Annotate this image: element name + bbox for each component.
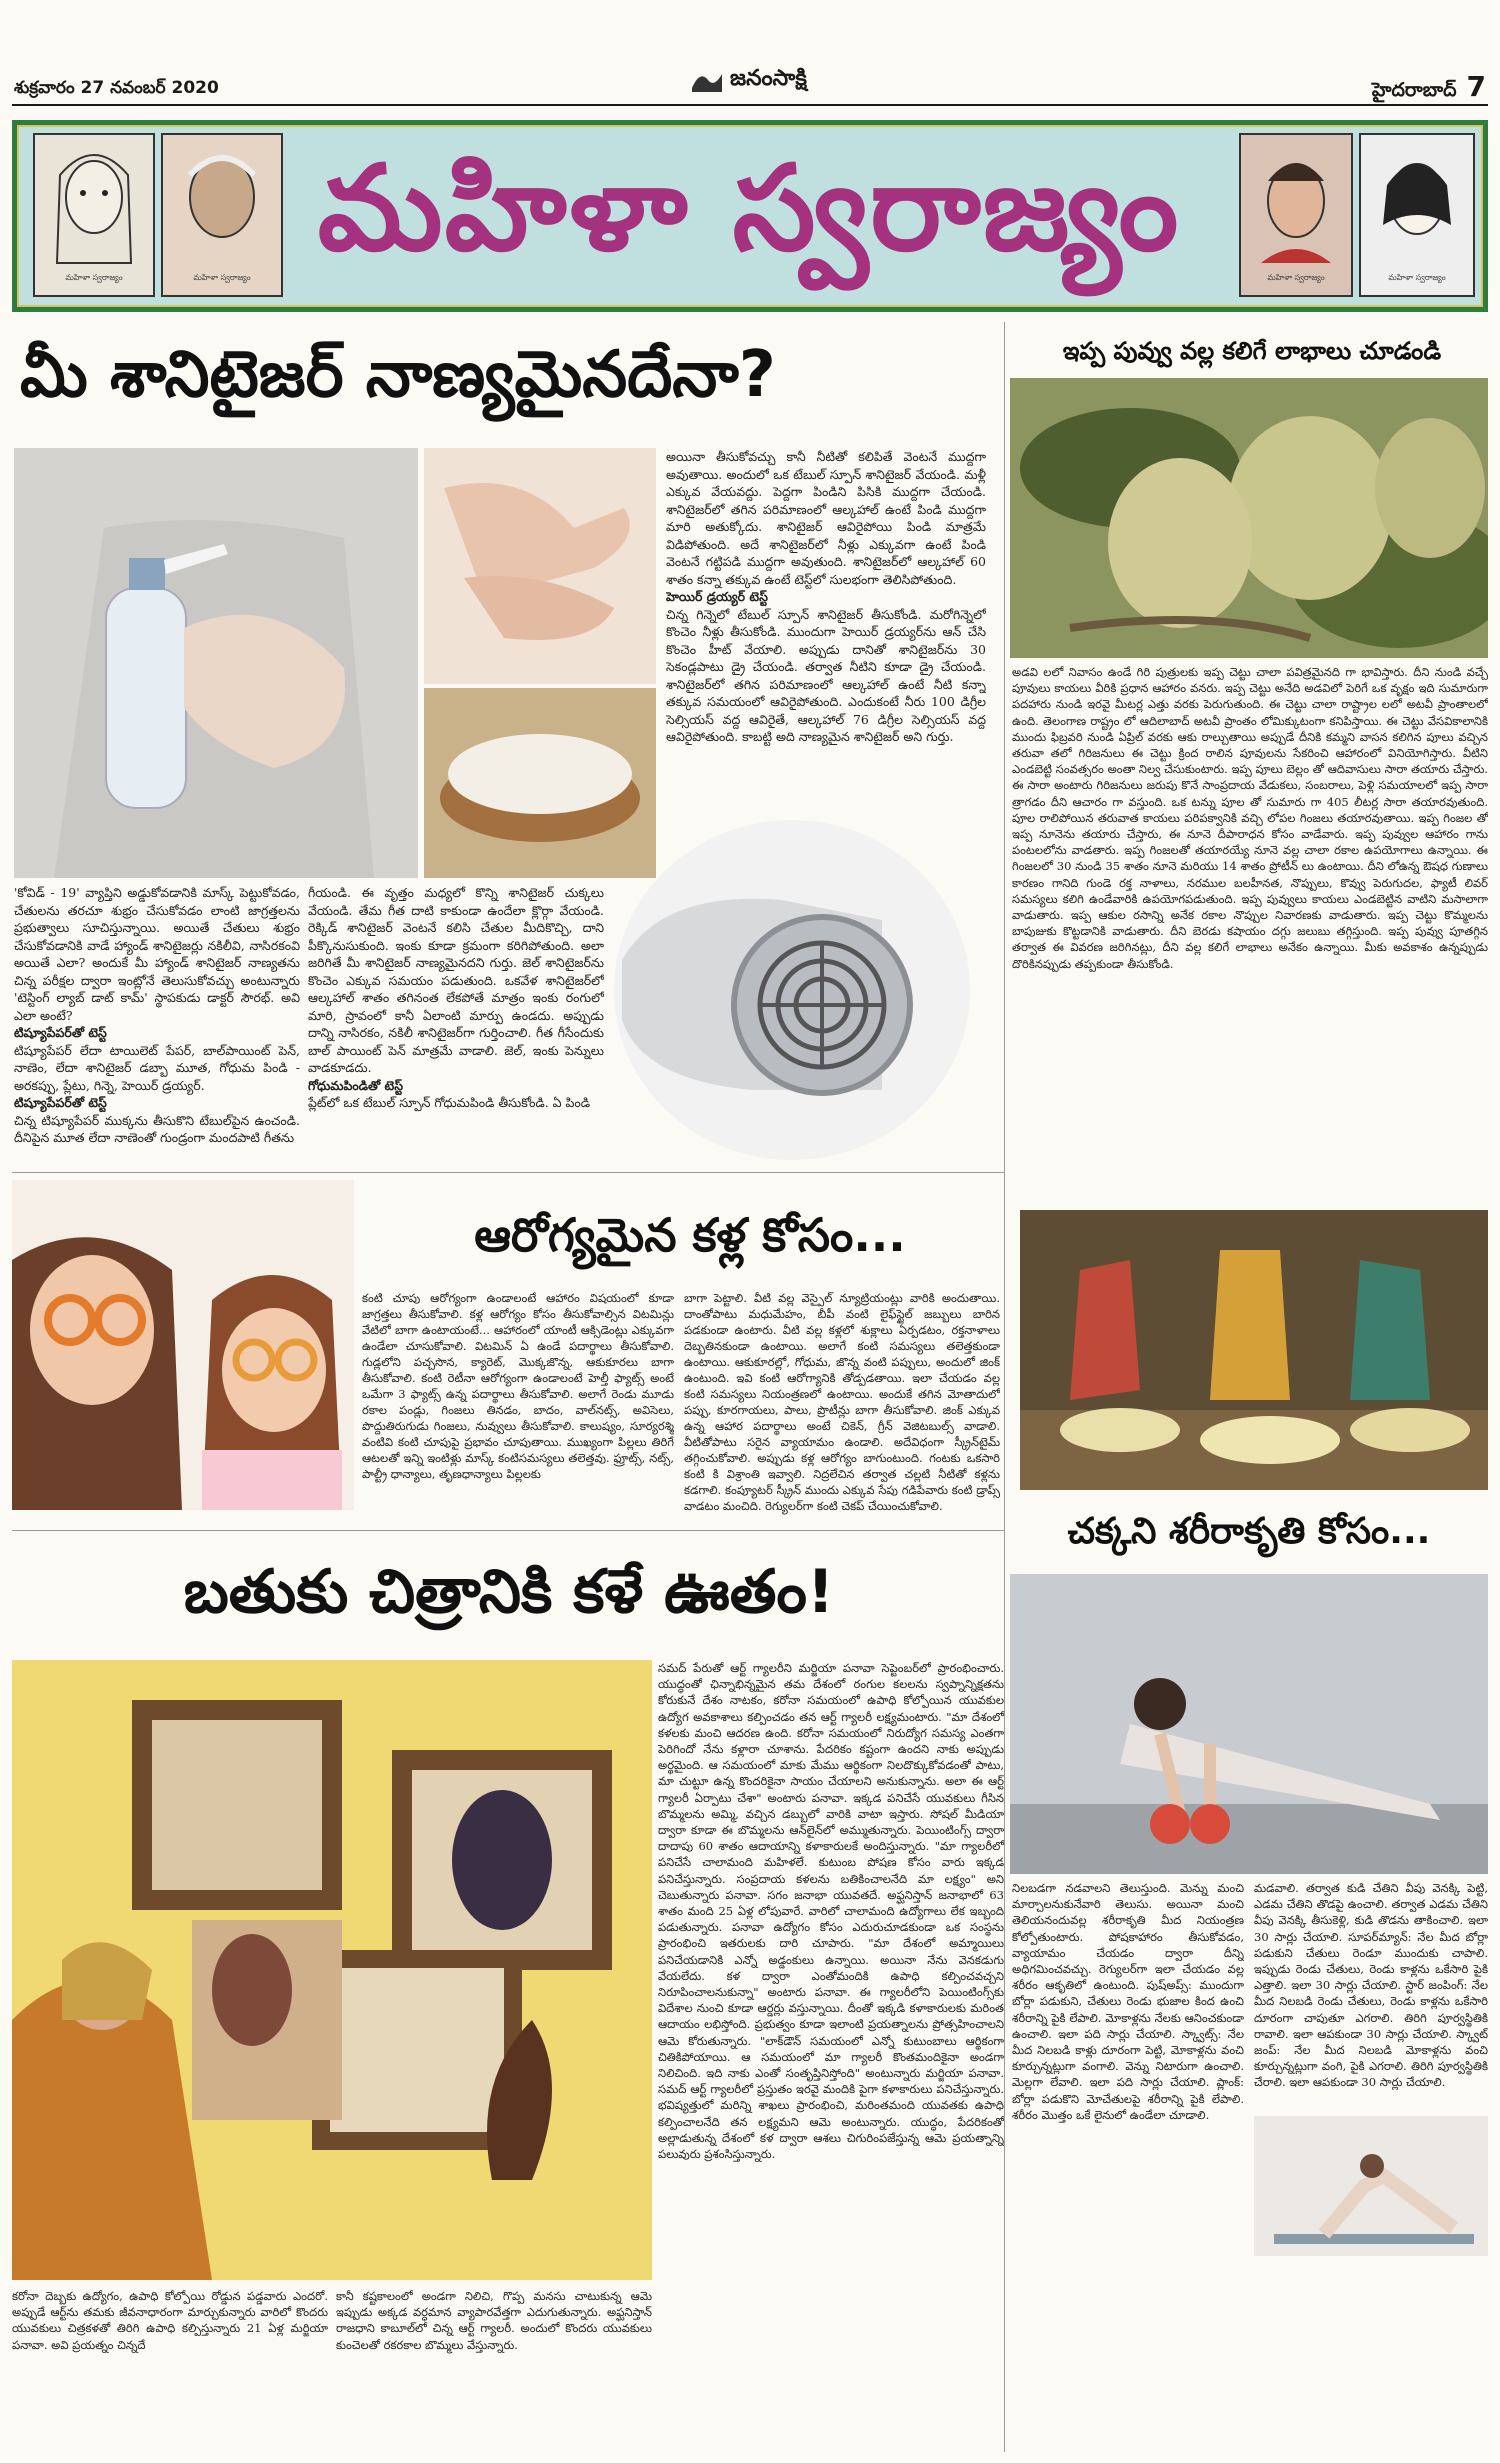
- spray-bottle-image: [14, 448, 418, 878]
- portrait-2: [161, 133, 283, 297]
- portrait-caption: మహిళా స్వరాజ్యం: [65, 273, 123, 282]
- portrait-sketch-icon: [1241, 135, 1351, 265]
- pushup-photo: [1010, 1574, 1488, 1874]
- sanitizer-subhead: టిష్యూపేపర్‌తో టెస్ట్: [14, 1095, 107, 1110]
- art-text: కానీ కష్టకాలంలో అండగా నిలిచి, గొప్ప మనసు చాటుకున్న ఆమె ఇప్పుడు అక్కడ వర్ధమాన వ్యాపారవేత్తగా ఎదుగుతున్నారు. అఫ్ఘనిస్తాన్ రాజధాని కాబూల్‌లో చిన్న ఆర్ట్ గ్యాలరీ. అందులో కొందరు యువకులు కుంచెలతో రకరకాల బొమ్మలు వేస్తున్నారు.: [336, 2289, 652, 2352]
- ippa-fruit-image: [1010, 378, 1488, 658]
- sanitizer-col1: [666, 448, 986, 878]
- kids-image: [12, 1180, 354, 1510]
- kids-glasses-photo: [12, 1180, 354, 1510]
- eyes-headline: ఆరోగ్యమైన కళ్ల కోసం...: [474, 1208, 906, 1262]
- yoga-photo: [1254, 2116, 1488, 2256]
- portrait-3: [1239, 133, 1353, 297]
- sanitizer-text: అయినా తీసుకోవచ్చు కానీ నీటితో కలిపితే వెంటనే ముద్దగా అవుతాయి. అందులో ఒక టేబుల్ స్పూన్ శానిటైజర్ వేయండి. మళ్లీ ఎక్కువ వేయవద్దు. పెద్దగా పిండిని పిసికి ముద్దగా చేయండి. శానిటైజర్‌లో తగిన పరిమాణంలో ఆల్కహాల్ ఉంటే పిండి ముద్దగా మారి అతుక్కోదు. శానిటైజర్ ఆవిరైపోయి పిండి మాత్రమే విడిపోతుంది. అదే శానిటైజర్‌లో నీళ్లు ఎక్కువగా ఉంటే పిండి వెంటనే గట్టిపడి ముద్దగా అవుతుంది. శానిటైజర్‌లో ఆల్కహాల్ 60 శాతం కన్నా తక్కువ ఉంటే టెస్ట్‌లో సులభంగా తెలిసిపోతుంది.: [666, 449, 986, 587]
- art-col3: [658, 1660, 1004, 2280]
- ippa-body: [1012, 664, 1488, 1194]
- portrait-sketch-icon: [35, 135, 153, 265]
- logo-text: జనంసాక్షి: [730, 66, 807, 91]
- portrait-caption: మహిళా స్వరాజ్యం: [1267, 273, 1325, 282]
- issue-date: శుక్రవారం 27 నవంబర్ 2020: [14, 78, 219, 98]
- fitness-col1: [1012, 1880, 1244, 2256]
- eyes-text: కంటి చూపు ఆరోగ్యంగా ఉండాలంటే ఆహారం విషయంలో కూడా జాగ్రత్తలు తీసుకోవాలి. కళ్ల ఆరోగ్యం కోసం తీసుకోవాల్సిన విటమిన్లు వేటిలో బాగా ఉంటాయంటే... ఆహారంలో యాంటీ ఆక్సిడెంట్లు ఎక్కువగా ఉండేలా చూసుకోవాలి. విటమిన్ ఏ ఉండే పదార్థాలు తీసుకోవాలి. గుడ్లలోని పచ్చసొన, క్యారెట్, మొక్కజొన్న, ఆకుకూరలు బాగా తీసుకోవాలి. కంటి రెటీనా ఆరోగ్యంగా ఉండాలంటే హెల్తీ ఫ్యాట్స్ అంటే ఒమేగా 3 ఫ్యాట్స్ ఉన్న పదార్థాలు తీసుకోవాలి. అలాగే రెండు మూడు రకాల పండ్లు, గింజలు తినడం, బాదం, వాల్‌నట్స్, అవిసెలు, పొద్దుతిరుగుడు గింజలు, నువ్వులు తీసుకోవాలి. కాలుష్యం, సూర్యరశ్మి వంటివి కంటి చూపుపై ప్రభావం చూపుతాయి. ముఖ్యంగా పిల్లలు తిరిగే ఆటలతో ఇన్ని ఇంటిళ్లు మాస్క్ కంటిసమస్యలు తలెత్తవు. ఫ్రూట్స్, నట్స్, పాల్ట్రీ ధాన్యాలు, తృణధాన్యాలు పిల్లలకు: [362, 1291, 674, 1481]
- fitness-headline: చక్కని శరీరాకృతి కోసం...: [1067, 1511, 1431, 1552]
- sanitizer-text: గీయండి. ఈ వృత్తం మధ్యలో కొన్ని శానిటైజర్ చుక్కలు వేయండి. తేమ గీత దాటి కాకుండా ఉందేలా క్లొర్గా వేయండి. రెక్కిడ్ శానిటైజర్ వెంటనే కలిసి చేతుల మీదికొచ్చి, దాని పీక్కొనుసుకుంది. ఇంకు కూడా క్రమంగా కరిగిపోతుంది. అలా జరిగితే మీ శానిటైజర్ నాణ్యమైనదని గుర్తు. జెల్ శానిటైజర్‌ను కొంచెం ఎక్కువ సమయం పడుతుంది. ఒకవేళ శానిటైజర్‌లో ఆల్కహాల్ శాతం తగినంత లేకపోతే మాత్రం ఇంకు రంగులో మారి, స్రావంలో కానీ ఏలాంటి మార్పు ఉండదు. అప్పుడు దాన్ని నాసిరకం, నకిలీ శానిటైజర్‌గా గుర్తించాలి. గీత గీసేందుకు బాల్ పాయింట్ పెన్ మాత్రమే వాడాలి. జెల్, ఇంకు పెన్నులు వాడకూడదు.: [308, 885, 604, 1075]
- column-divider: [1004, 322, 1005, 2452]
- fitness-text: నిలబడగా నడవాలని తెలుస్తుంది. మెన్ను మంచి మార్చాలనుకునేవారి తెలుసు. అయినా మంచి తెలియనందువల్ల శరీరాకృతి మీద నియంత్రణ కోల్పోతుంటారు. పోషకాహారం తీసుకోవడం, వ్యాయామం చేయడం ద్వారా దీన్ని అధిగమించవచ్చు. రెగ్యులర్‌గా ఇలా చేయడం వల్ల శరీరం ఆకృతిలో ఉంటుంది. పుష్‌అప్స్‌: ముందుగా బోర్లా పడుకుని, చేతులు రెండు భుజాల కింద ఉంచి శరీరాన్ని పైకి లేపాలి. మోకాళ్లను నేలకు ఆనించకుండా ఉంచాలి. ఇలా పది సార్లు చేయాలి. స్క్వాట్స్‌: నేల మీద నిలబడి కాళ్లు దూరంగా పెట్టి, మోకాళ్లను వంచి కూర్చున్నట్లుగా వంగాలి. వెన్ను నిటారుగా ఉంచాలి. మెల్లగా లేవాలి. ఇలా పది సార్లు చేయాలి. ప్లాంక్‌: బోర్లా పడుకొని మోచేతులపై శరీరాన్ని పైకి లేపాలి. శరీరం మొత్తం ఒకే లైనులో ఉండేలా చూడాలి.: [1012, 1881, 1244, 2122]
- sanitizer-hand-photo: [14, 448, 418, 878]
- sanitizer-headline: మీ శానిటైజర్ నాణ్యమైనదేనా?: [20, 338, 776, 412]
- artist-painting-photo: [12, 1660, 652, 2280]
- pushup-image: [1010, 1574, 1488, 1874]
- section-divider: [12, 1530, 1004, 1531]
- portrait-caption: మహిళా స్వరాజ్యం: [193, 273, 251, 282]
- art-text: సమద్ పేరుతో ఆర్ట్ గ్యాలరీని మర్జియా పనావా సెప్టెంబర్‌లో ప్రారంభించారు. యుద్ధంతో ఛిన్నాభిన్నమైన తమ దేశంలో రంగుల కలలను స్వప్నాన్నిక్షతను కోరుకునే దేశం నాటకం, కరోనా సమయంలో ఉపాధి కోల్పోయిన యువకుల ఉద్యోగ అవకాశాలు కల్పించడం తన ఆర్ట్ గ్యాలరీ లక్ష్యమంటారు. "మా దేశంలో కళలకు మంచి ఆదరణ ఉంది. కరోనా సమయంలో నిరుద్యోగ సమస్య ఎంతగా పెరిగిందో నేను కళ్లారా చూశాను. పేదరికం కష్టంగా ఉందని నాకు అప్పుడు అర్థమైంది. ఆ సమయంలో మాకు మేము ఆర్థికంగా నిలదొక్కుకోవడంతో పాటు, మా చుట్టూ ఉన్న కొందరికైనా సాయం చేయాలని అనుకున్నాను. అలా ఈ ఆర్ట్ గ్యాలరీ ఏర్పాటు చేశా" అంటారు పనావా. ఇక్కడ పనిచేసే యువకులు గీసిన బొమ్మలను అమ్మి, వచ్చిన డబ్బులో వారికి వాటా ఇస్తారు. సోషల్ మీడియా ద్వారా కూడా ఈ బొమ్మలను ఆన్‌లైన్‌లో అమ్ముతున్నారు. పెయింటింగ్స్ ద్వారా దాదాపు 60 శాతం ఆదాయాన్ని కళాకారులకే అందిస్తున్నారు. "మా గ్యాలరీలో పనిచేసే చాలామంది మహిళలే. కుటుంబ పోషణ కోసం వారు ఇక్కడ పనిచేస్తున్నారు. సంప్రదాయ కళలను బతికించాలనేది మా లక్ష్యం" అని చెబుతున్నారు పనావా. సగం జనాభా యువతదే. అఫ్ఘనిస్తాన్ జనాభాలో 63 శాతం మంది 25 ఏళ్ల లోపువారే. వారిలో చాలామంది ఉద్యోగాలు లేక ఇబ్బంది పడుతున్నారు. పనావా ఉద్యోగం కోసం ఎదురుచూడకుండా ఒక సంస్థను ప్రారంభించి ఇతరులకు దారి చూపారు. "మా దేశంలో అమ్మాయిలు పనిచేయడానికి ఎన్నో అడ్డంకులు ఉన్నాయి. అయినా నేను వెనకడుగు వేయలేదు. కళ ద్వారా ఎంతోమందికి ఉపాధి కల్పించవచ్చని నిరూపించాలనుకున్నా" అంటారు పనావా. ఈ గ్యాలరీలోని పెయింటింగ్స్‌కు విదేశాల నుంచి కూడా ఆర్డర్లు వస్తున్నాయి. దీంతో ఇక్కడి కళాకారులకు మరింత ఆదాయం లభిస్తోంది. ప్రభుత్వం కూడా ఇలాంటి ప్రయత్నాలను ప్రోత్సహించాలని ఆమె కోరుతున్నారు. "లాక్‌డౌన్ సమయంలో ఎన్నో కుటుంబాలు ఆర్థికంగా చితికిపోయాయి. ఆ సమయంలో మా గ్యాలరీ కొంతమందికైనా అండగా నిలిచింది. ఇది నాకు ఎంతో సంతృప్తినిస్తోంది" అంటున్నారు మర్జియా పనావా. సమద్ ఆర్ట్ గ్యాలరీలో ప్రస్తుతం ఇరవై మందికి పైగా కళాకారులు పనిచేస్తున్నారు. భవిష్యత్తులో మరిన్ని శాఖలు ప్రారంభించి, మరింతమంది యువతకు ఉపాధి కల్పించాలనేది తన లక్ష్యమని ఆమె అంటున్నారు. యుద్ధం, పేదరికంతో అల్లాడుతున్న దేశంలో కళ ద్వారా ఆశలు చిగురింపజేస్తున్న ఆమె ప్రయత్నాన్ని పలువురు ప్రశంసిస్తున్నారు.: [658, 1661, 1004, 2162]
- portrait-sketch-icon: [163, 135, 281, 265]
- eyes-col2: [684, 1290, 1000, 1520]
- section-divider: [12, 1172, 1004, 1173]
- fitness-text: మడవాలి. తర్వాత కుడి చేతిని వీపు వెనక్కి పెట్టి, ఎడమ చేతిని తొడపై ఉంచాలి. తర్వాత ఎడమ చేతిని వీపు వెనక్కి తీసుకెళ్లి, కుడి తొడను తాకించాలి. ఇలా 30 సార్లు చేయాలి. సూపర్‌మ్యాన్‌: నేల మీద బోర్లా పడుకుని చేతులు రెండూ ముందుకు చాపాలి. ఇప్పుడు రెండు చేతులు, రెండు కాళ్లను ఒకేసారి పైకి ఎత్తాలి. ఇలా 30 సార్లు చేయాలి. స్టార్ జంపింగ్‌: నేల మీద నిలబడి రెండు చేతులు, రెండు కాళ్లను ఒకేసారి దూరంగా చాపుతూ ఎగరాలి. తిరిగి పూర్వస్థితికి రావాలి. ఇలా ఆపకుండా 30 సార్లు చేయాలి. స్క్వాట్‌ జంప్‌: నేల మీద నిలబడి మోకాళ్లను వంచి కూర్చున్నట్లుగా వంగి, పైకి ఎగరాలి. తిరిగి పూర్వస్థితికి చేరాలి. ఇలా ఆపకుండా 30 సార్లు చేయాలి.: [1254, 1881, 1488, 2090]
- page-number: 7: [1466, 70, 1486, 103]
- art-headline: బతుకు చిత్రానికి కళే ఊతం!: [183, 1557, 835, 1627]
- sanitizer-text: ప్లేట్‌లో ఒక టేబుల్ స్పూన్ గోధుమపిండి తీసుకోండి. ఏ పిండి: [308, 1095, 590, 1110]
- portrait-caption: మహిళా స్వరాజ్యం: [1388, 273, 1446, 282]
- masthead: [0, 0, 1500, 110]
- fitness-col2: [1254, 1880, 1488, 2110]
- sanitizer-text: చిన్న గిన్నెలో టేబుల్ స్పూన్ శానిటైజర్ తీసుకోండి. మరోగిన్నెలో కొంచెం నీళ్లు తీసుకోండి. ముందుగా హెయిర్ డ్రయ్యర్‌ను ఆన్ చేసి కొంచెం హీట్ వేయాలి. అప్పుడు దానితో శానిటైజర్‌ను 30 సెకండ్లపాటు డ్రై చేయండి. తర్వాత నీటిని కూడా డ్రై చేయండి. శానిటైజర్‌లో తగిన పరిమాణంలో ఆల్కహాల్ ఉంటే నీటి కన్నా తక్కువ సమయంలో ఆవిరైపోతుంది. ఎందుకంటే నీరు 100 డిగ్రీల సెల్సియస్ వద్ద ఆవిరైతే, ఆల్కహాల్ 76 డిగ్రీల సెల్సియస్ వద్ద ఆవిరైపోతుంది. కాబట్టి అది నాణ్యమైన శానిటైజర్ అని గుర్తు.: [666, 606, 986, 744]
- eyes-text: బాగా పెట్టాలి. వీటి వల్ల వెస్పైల్ న్యూట్రియంట్లు వారికి అందుతాయి. దాంతోపాటు మధుమేహం, బీపీ వంటి లైఫ్‌స్టైల్ జబ్బులు బారిన పడకుండా ఉంటారు. వీటి వల్ల కళ్లలో శుక్లాలు ఏర్పడటం, రక్తనాళాలు దెబ్బతినకుండా ఉంటాయి. అలాగే కంటి సమస్యలు తలెత్తకుండా ఉంటాయి. ఆకుకూరల్లో, గోధుమ, జొన్న వంటి పప్పులు, అందులో జింక్ ఉంటుంది. ఇవి కంటి ఆరోగ్యానికి తోడ్పడతాయి. ఇలా చేయడం వల్ల కంటి సమస్యలు నియంత్రణలో ఉంటాయి. అందుకే తగిన మోతాదులో పప్పు, కూరగాయలు, పాలు, ప్రొటీన్లు బాగా తీసుకోవాలి. జింక్ ఎక్కువ ఉన్న ఆహార పదార్థాలు అంటే చికెన్, గ్రీన్ వెజిటబుల్స్ వాడాలి. వీటితోపాటు సరైన వ్యాయామం ఉండాలి. అదేవిధంగా స్క్రీన్‌టైమ్ తగ్గించుకోవాలి. అప్పుడు కళ్ల ఆరోగ్యం బాగుంటుంది. గంటకు ఒకసారి కంటి కి విశ్రాంతి ఇవ్వాలి. నిద్రలేచిన తర్వాత చల్లటి నీటితో కళ్లను కడగాలి. కంప్యూటర్ స్క్రీన్ ముందు ఎక్కువ సేపు గడిపేవారు కంటి డ్రాప్స్ వాడటం మంచిది. రెగ్యులర్‌గా కంటి చెకప్ చేయించుకోవాలి.: [684, 1291, 1000, 1513]
- art-col2: [336, 2288, 652, 2438]
- sanitizer-text: చిన్న టిష్యూపేపర్ ముక్కను తీసుకొని టేబుల్‌పైన ఉంచండి. దీనిపైన మూత లేదా నాణెంతో గుండ్రంగా మందపాటి గీతను: [14, 1112, 300, 1145]
- portrait-1: [33, 133, 155, 297]
- ippa-fruit-photo: [1010, 378, 1488, 658]
- banner-title: మహిళా స్వరాజ్యం: [317, 139, 1181, 277]
- newspaper-logo: [690, 66, 807, 96]
- sanitizer-col3: [308, 884, 604, 1154]
- sanitizer-subhead: గోధుమపిండితో టెస్ట్: [308, 1077, 403, 1093]
- hands-rubbing-photo: [424, 448, 656, 684]
- art-text: కరోనా దెబ్బకు ఉద్యోగం, ఉపాధి కోల్పోయి రోడ్డున పడ్డవారు ఎందరో. అప్పుడే ఆర్ట్‌ను తమకు జీవనాధారంగా మార్చుకున్నారు వారిలో కొందరు యువకులు చిత్రకళతో తిరిగి ఉపాధి కల్పిస్తున్నారు 21 ఏళ్ల మర్జియా పనావా. అవి ప్రయత్నం చిన్నదే: [12, 2289, 328, 2352]
- yoga-image: [1254, 2116, 1488, 2256]
- logo-mark-icon: [690, 68, 724, 94]
- artist-image: [12, 1660, 652, 2280]
- sanitizer-text: టిష్యూపేపర్ లేదా టాయిలెట్ పేపర్, బాల్‌పాయింట్ పెన్, నాణెం, లేదా శానిటైజర్ డబ్బా మూత, గోధుమ పిండి - అరకప్పు, ప్లేటు, గిన్నె, హెయిర్ డ్రయ్యర్.: [14, 1042, 300, 1093]
- portrait-sketch-icon: [1361, 135, 1473, 265]
- hands-image: [424, 448, 656, 684]
- sanitizer-text: 'కోవిడ్ - 19' వ్యాప్తిని అడ్డుకోవడానికి మాస్క్ పెట్టుకోవడం, చేతులను తరచూ శుభ్రం చేసుకోవడం లాంటి జాగ్రత్తలను ప్రభుత్వాలు సూచిస్తున్నాయి. అయితే చేతులు శుభ్రం చేసుకోవడానికి వాడే హ్యాండ్ శానిటైజర్లు నకిలీవి, నాసిరకంవి అయితే ఎలా? అందుకే మీ హ్యాండ్ శానిటైజర్ నాణ్యతను చిన్న పరీక్షల ద్వారా ఇంట్లోనే తెలుసుకోవచ్చు అంటున్నారు 'టెస్టింగ్ ల్యాబ్ డాట్ కామ్' స్థాపకుడు డాక్టర్ సౌరభ్. అవి ఎలా అంటే?: [14, 885, 300, 1023]
- ippa-headline: ఇప్ప పువ్వు వల్ల కలిగే లాభాలు చూడండి: [1062, 337, 1442, 365]
- sanitizer-subhead: హెయిర్ డ్రయ్యర్ టెస్ట్: [666, 589, 768, 604]
- ippa-harvest-photo: [1020, 1210, 1488, 1490]
- masthead-rule: [12, 104, 1488, 106]
- section-banner: [12, 120, 1488, 312]
- ippa-text: అడవి లలో నివాసం ఉండే గిరి పుత్రులకు ఇప్ప చెట్టు చాలా పవిత్రమైనది గా భావిస్తారు. దీని నుండి వచ్చే పూవులు కాయలు వీరికి ప్రధాన ఆహారం వనరు. ఇప్ప చెట్టు అనేది అడవిలో పెరిగే ఒక వృక్షం ఇది సుమారుగా పదహారు నుండి ఇరవై మీటర్ల ఎత్తు వరకు పెరుగుతుంది. ఈ చెట్టు చాలా రాష్ట్రాల లలో అటవీ ప్రాంతాలలో ఉంది. తెలంగాణ రాష్ట్రం లో ఆదిలాబాద్ అటవీ ప్రాంతం లోమిక్కుటంగా కనిపిస్తాయి. ఈ చెట్టు వేసవికాలానికి ముందు ఫిబ్రవరి నుండి ఏప్రిల్ వరకు ఆకు రాల్చుతాయి అప్పుడే దీనికి కమ్మని వాసన కలిగిన పూలు వచ్చిన తరువా తలో గిరిజనులు ఈ చెట్టు క్రింద రాలిన పూవులను సేకరించి ఆహారంలో వినియోగిస్తారు. వీటిని ఎండబెట్టి సంవత్సరం అంతా నిల్వ చేసుకుంటారు. ఇప్ప పూలు బెల్లం తో ఆదివాసులు సారా తయారు చేస్తారు. ఈ సారా అంటారు గిరిజనులు జరుపు కొనే సాంప్రదాయ వేడుకలు, సంబరాలు, పెళ్లి సమయాలలో ఇప్ప సారా త్రాగడం దీని ఆచారం గా వస్తుంది. ఒక టన్ను పూల తో సుమారు గా 405 లీటర్ల సారా తయారవుతుంది. పూల రాలిపోయిన తరువాత కాయలు పరిపక్వానికి వచ్చి లోపల గింజలు తయారవుతాయి. ఇప్ప గింజల తో ఇప్ప నూనెను తయారు చేస్తారు, ఈ నూనె దీపారాధన కోసం వాడేవారు. ఇప్ప పువ్వుల ఆహారం గాను పంటలలోను వాడతారు. ఇప్ప గింజలతో తయారయ్యే నూనె వల్ల చాలా రకాల ఉపయోగాలు ఉన్నాయి. ఈ గింజలలో 30 నుండి 35 శాతం నూనె మరియు 14 శాతం ప్రోటీన్ లు ఉంటాయి. దీని లోఉన్న ఔషధ గుణాలు కారణం గానిది గుండె రక్త నాళాలు, నరముల బలహీనత, నొప్పులు, కొవ్వు పెరుగుదల, ఫ్యాటీ లివర్ సమస్యలు కలిగి ఉండేవారికి ఉపయోగపడుతుంది. ఇప్ప పువ్వులు కాయలు ఎండబెట్టిన వాటిని మసాలాగా వాడుతారు. ఇప్ప ఆకుల రసాన్ని అనేక రకాల నొప్పుల నివారణకు వాడుతారు. ఇప్ప చెట్టు కొమ్మలను బాపుజుకు కొట్టడానికి వాడుతారు. దీని బెరడు కషాయం దగ్గు జలుబు తగ్గిస్తుంది. ఇప్ప పువ్వు పూతగ్గిన తర్వాత ఈ వివరణ జరిగినట్లు, దీని వల్ల కలిగే లాభాలు అనేకం ఉన్నాయి. మీకు అవకాశం ఉన్నప్పుడు దొరికినప్పుడు తప్పకుండా తీసుకోండి.: [1012, 665, 1488, 971]
- sanitizer-col2: [14, 884, 300, 1154]
- portrait-4: [1359, 133, 1475, 297]
- sanitizer-subhead: టిష్యూపేపర్‌తో టెస్ట్: [14, 1025, 107, 1040]
- art-col1: [12, 2288, 328, 2438]
- eyes-col1: [362, 1290, 674, 1520]
- harvest-image: [1020, 1210, 1488, 1490]
- edition-city: హైదరాబాద్: [1371, 79, 1457, 101]
